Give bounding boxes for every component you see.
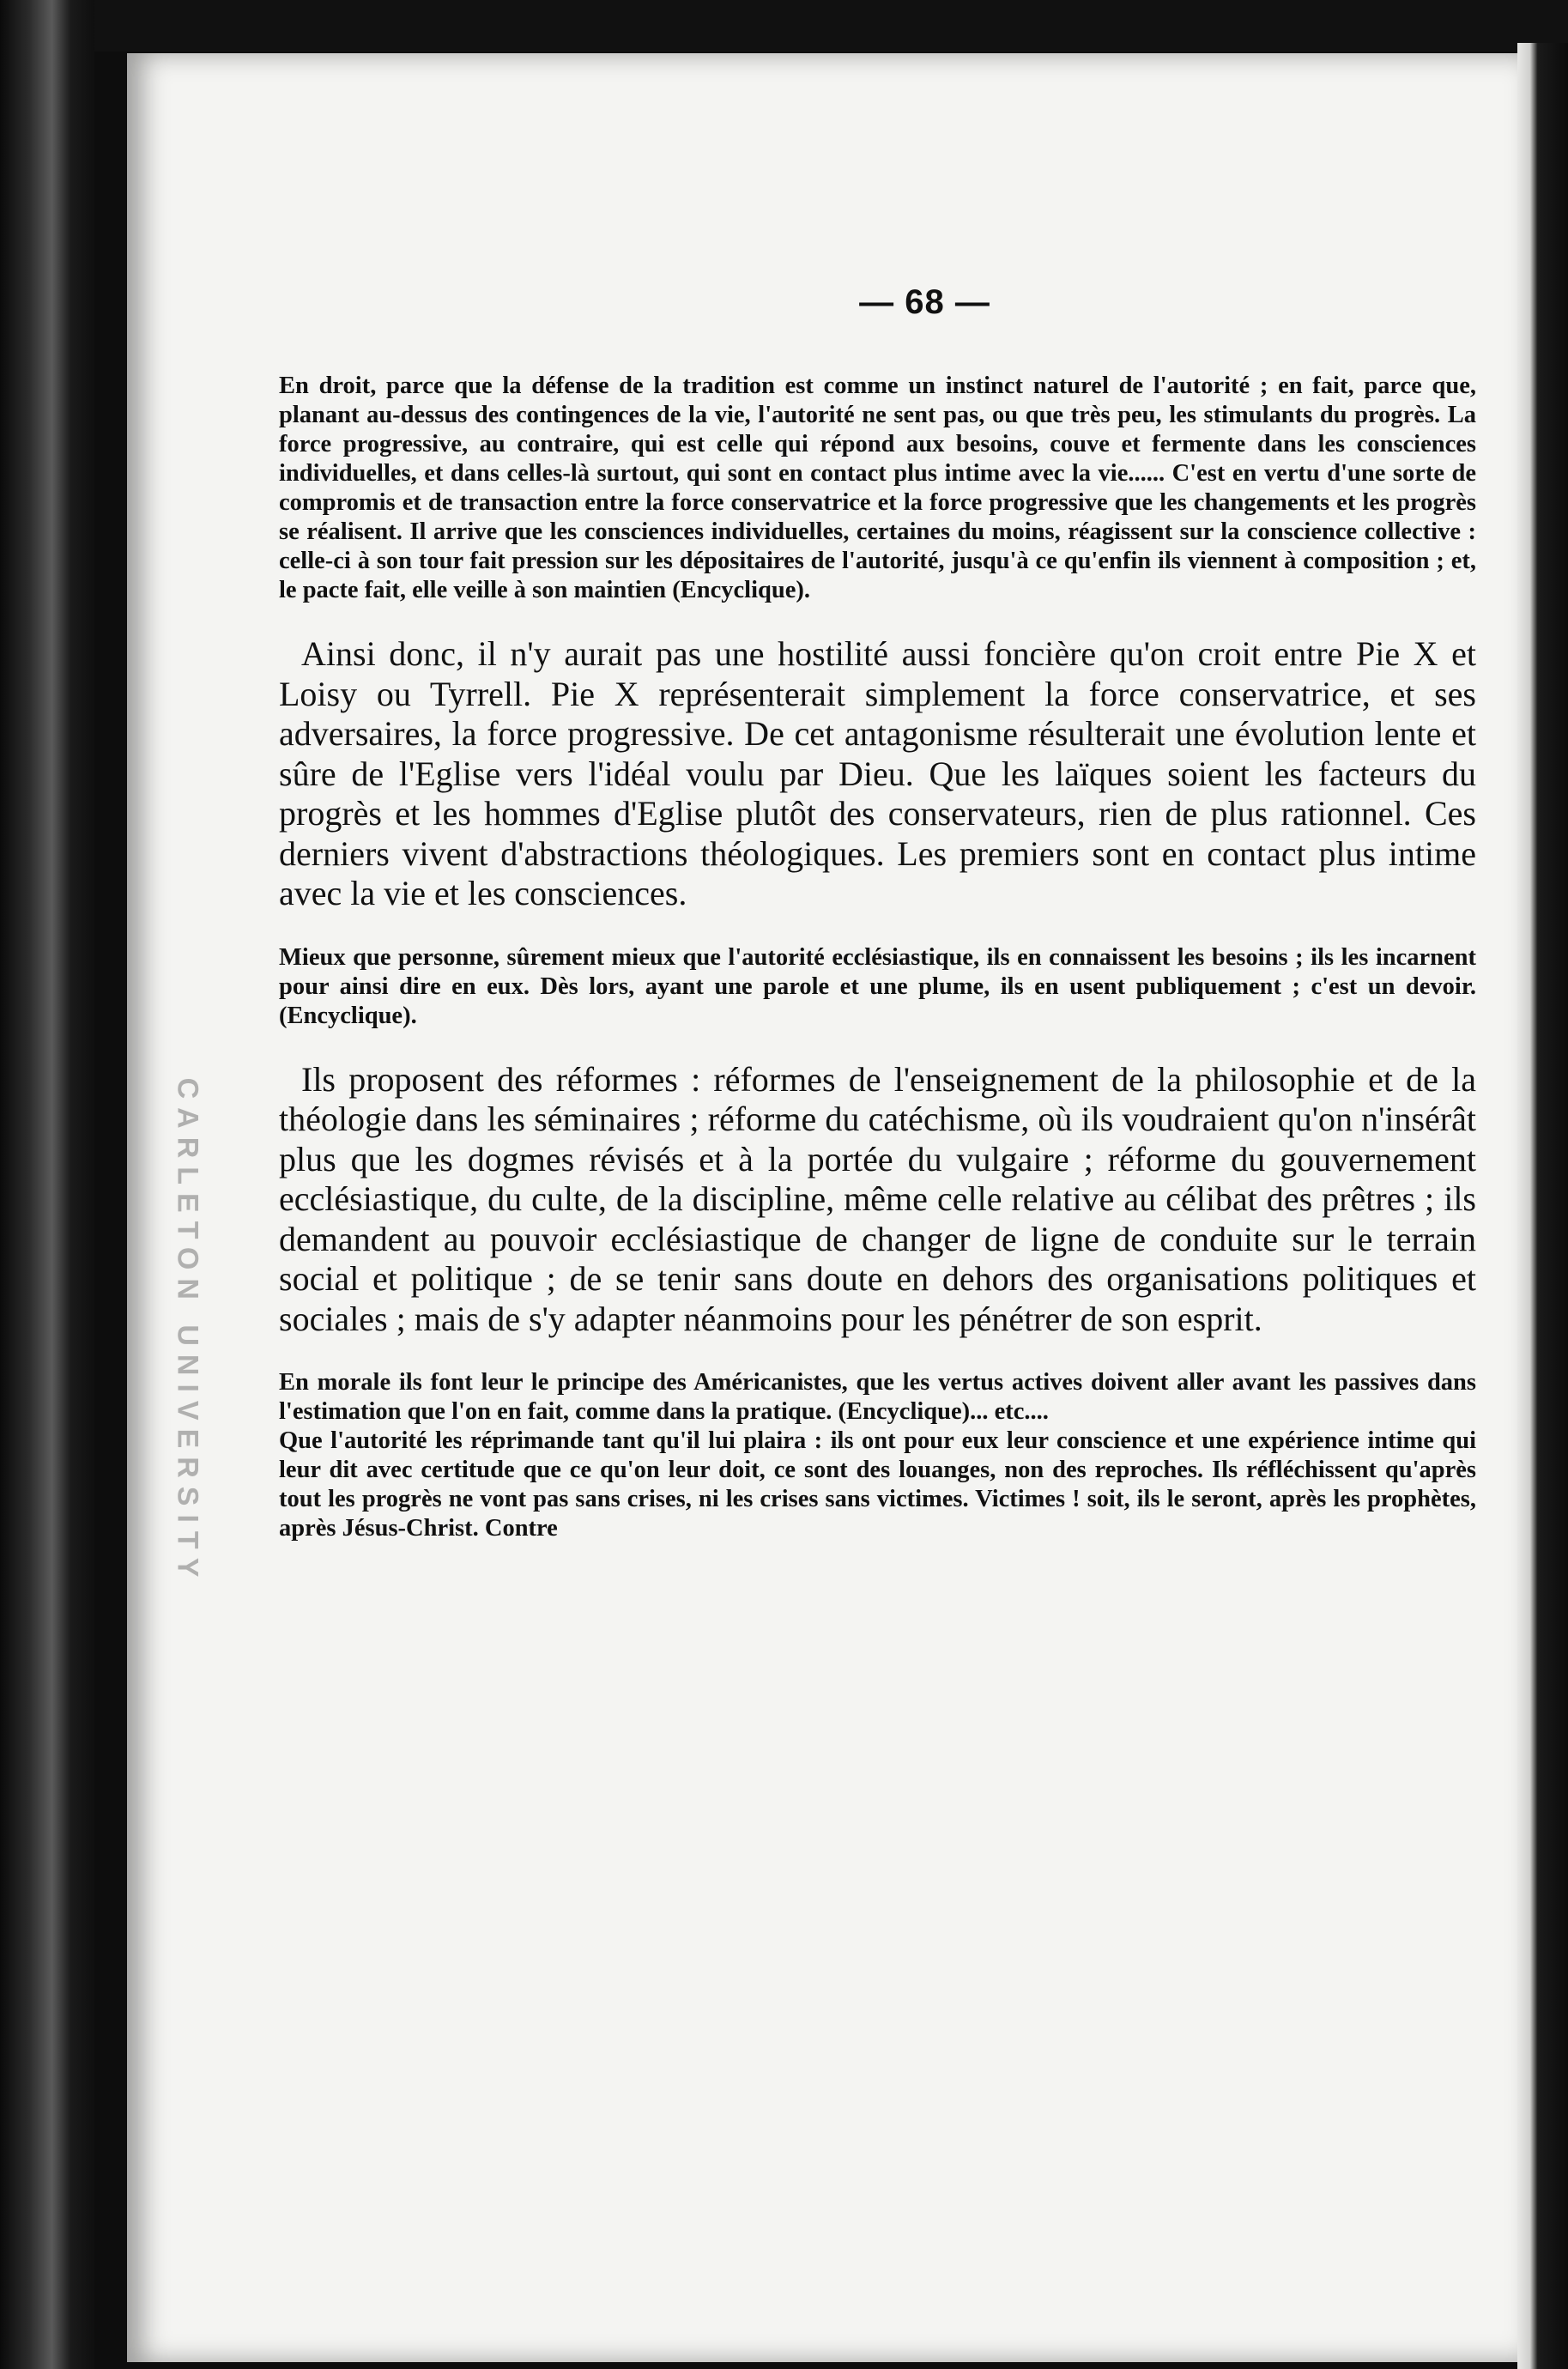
book-spine-shadow <box>0 0 94 2369</box>
quoted-paragraph-encyclique-2: Mieux que personne, sûrement mieux que l'autorité ecclésiastique, ils en connaissent les besoins ; ils les incarnent pour ainsi dire en eux. Dès lors, ayant une parole et une plume, ils en usent publiquement ; c'est un devoir. (Encyclique). <box>279 943 1476 1029</box>
page-right-edge <box>1517 43 1568 2369</box>
quoted-paragraph-encyclique-1: En droit, parce que la défense de la tradition est comme un instinct naturel de l'autorité ; en fait, parce que, planant au-dessus des contingences de la vie, l'autorité ne sent pas, ou que très peu, les stimulants du progrès. La force progressive, au contraire, qui est celle qui répond aux besoins, couve et fermente dans les consciences individuelles, et dans celles-là surtout, qui sont en contact plus intime avec la vie...... C'est en vertu d'une sorte de compromis et de transaction entre la force conservatrice et la force progressive que les changements et les progrès se réalisent. Il arrive que les consciences individuelles, certaines du moins, réagissent sur la conscience collective : celle-ci à son tour fait pression sur les dépositaires de l'autorité, jusqu'à ce qu'enfin ils viennent à composition ; et, le pacte fait, elle veille à son maintien (Encyclique). <box>279 373 1476 603</box>
page-text <box>279 283 1476 1543</box>
body-paragraph-2: Ils proposent des réformes : réformes de l'enseignement de la philosophie et de la théologie dans les séminaires ; réforme du catéchisme, où ils voudraient qu'on n'insérât plus que les dogmes révisés et à la portée du vulgaire ; réforme du gouvernement ecclésiastique, du culte, de la discipline, même celle relative au célibat des prêtres ; ils demandent au pouvoir ecclésiastique de changer de ligne de conduite sur le terrain social et politique ; de se tenir sans doute en dehors des organisations politiques et sociales ; mais de s'y adapter néanmoins pour les pénétrer de son esprit. <box>279 1059 1476 1338</box>
quoted-paragraph-encyclique-3: En morale ils font leur le principe des Américanistes, que les vertus actives doivent aller avant les passives dans l'estimation que l'on en fait, comme dans la pratique. (Encyclique)... etc.... <box>279 1369 1476 1425</box>
library-stamp: CARLETON UNIVERSITY <box>171 1077 204 1586</box>
page-number: — 68 — <box>859 283 990 321</box>
quoted-paragraph-encyclique-4: Que l'autorité les réprimande tant qu'il lui plaira : ils ont pour eux leur conscience et une expérience intime qui leur dit avec certitude que ce qu'on leur doit, ce sont des louanges, non des reproches. Ils réfléchissent qu'après tout les progrès ne vont pas sans crises, ni les crises sans victimes. Victimes ! soit, ils le seront, après les prophètes, après Jésus-Christ. Contre <box>279 1427 1476 1542</box>
scan-background <box>0 0 1568 52</box>
body-paragraph-1: Ainsi donc, il n'y aurait pas une hostilité aussi foncière qu'on croit entre Pie X et Loisy ou Tyrrell. Pie X représenterait simplement la force conservatrice, et ses adversaires, la force progressive. De cet antagonisme résulterait une évolution lente et sûre de l'Eglise vers l'idéal voulu par Dieu. Que les laïques soient les facteurs du progrès et les hommes d'Eglise plutôt des conservateurs, rien de plus rationnel. Ces derniers vivent d'abstractions théologiques. Les premiers sont en contact plus intime avec la vie et les consciences. <box>279 634 1476 912</box>
